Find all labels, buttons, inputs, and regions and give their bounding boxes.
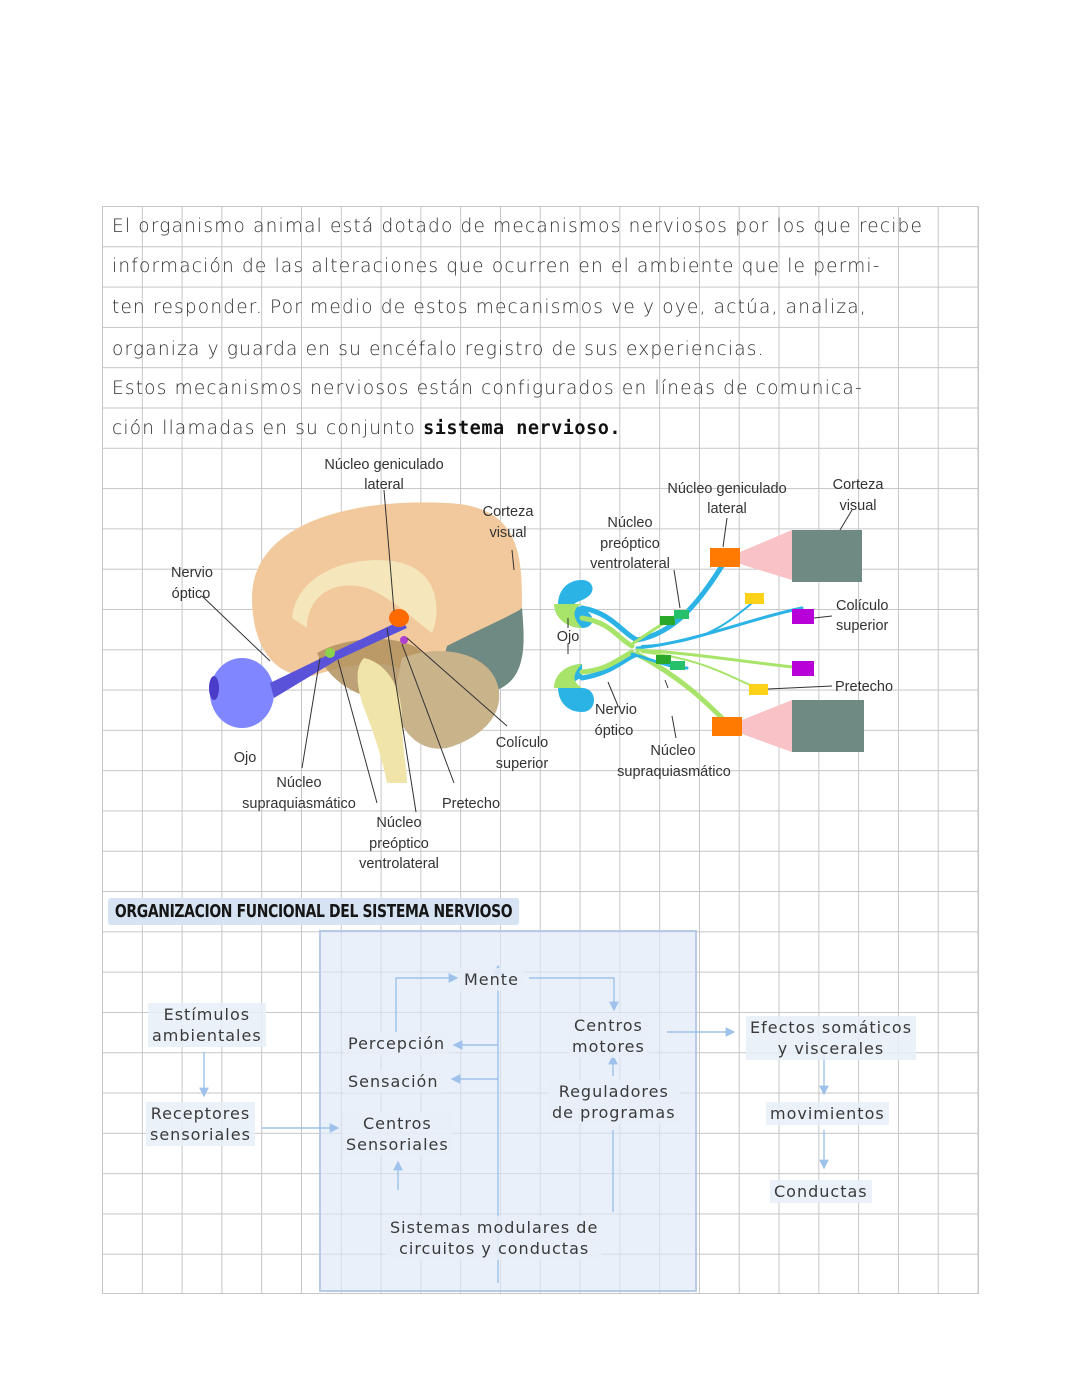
functional-organization-chart xyxy=(102,928,978,1293)
left-label-lgn-2: lateral xyxy=(364,477,404,493)
right-label-nerve-1: Nervio xyxy=(595,702,637,718)
intro-line-6 xyxy=(112,418,621,439)
left-label-vlpo-3: ventrolateral xyxy=(359,856,439,872)
visual-pathway-figure xyxy=(102,448,978,880)
left-scn-dot xyxy=(325,648,335,658)
left-label-cortex-1: Corteza xyxy=(482,504,534,520)
percepcion-node: Percepción xyxy=(344,1032,449,1055)
sistemas-line-1: Sistemas modulares de xyxy=(390,1218,599,1237)
left-label-vlpo-2: preóptico xyxy=(369,836,429,852)
efectos-line-2: y viscerales xyxy=(777,1039,885,1058)
upper-visual-cortex xyxy=(792,530,862,582)
lower-scn-a xyxy=(656,655,671,664)
estimulos-node xyxy=(148,1003,266,1047)
left-eye-lens xyxy=(209,676,219,700)
receptores-node xyxy=(146,1102,255,1146)
movimientos-node: movimientos xyxy=(766,1102,889,1125)
left-pretectum-dot xyxy=(400,636,408,644)
right-label-scn-2: supraquiasmático xyxy=(617,764,731,780)
receptores-line-1: Receptores xyxy=(150,1104,251,1123)
upper-pretectum xyxy=(745,593,764,604)
left-label-nerve-2: óptico xyxy=(171,586,211,602)
right-label-colliculus-2: superior xyxy=(836,618,889,634)
right-label-colliculus-1: Colículo xyxy=(836,598,889,614)
left-label-vlpo-1: Núcleo xyxy=(376,815,422,831)
right-label-vlpo-2: preóptico xyxy=(600,536,660,552)
intro-line-1: El organismo animal está dotado de mecanismos nerviosos por los que recibe xyxy=(112,216,924,237)
reguladores-line-1: Reguladores xyxy=(558,1082,669,1101)
centros-sensoriales-node xyxy=(342,1112,453,1156)
conductas-node: Conductas xyxy=(770,1180,872,1203)
lower-scn-b xyxy=(670,661,685,670)
left-label-lgn-1: Núcleo geniculado xyxy=(324,457,444,473)
efectos-line-1: Efectos somáticos xyxy=(750,1018,913,1037)
right-label-lgn-2: lateral xyxy=(707,501,747,517)
right-label-nerve-2: óptico xyxy=(594,723,634,739)
lower-visual-cortex xyxy=(792,700,864,752)
receptores-line-2: sensoriales xyxy=(150,1125,251,1144)
right-label-scn-1: Núcleo xyxy=(650,743,696,759)
intro-line-4: organiza y guarda en su encéfalo registro de sus experiencias. xyxy=(112,339,765,360)
intro-line-2: información de las alteraciones que ocurren en el ambiente que le permi- xyxy=(112,256,881,277)
right-lgn-upper xyxy=(710,548,740,567)
right-label-eye: Ojo xyxy=(556,629,580,645)
upper-colliculus xyxy=(792,609,814,624)
centros-motores-line-1: Centros xyxy=(574,1016,643,1035)
lower-pretectum xyxy=(749,684,768,695)
intro-line-3: ten responder. Por medio de estos mecanismos ve y oye, actúa, analiza, xyxy=(112,297,867,318)
sensacion-node: Sensación xyxy=(344,1070,442,1093)
upper-vlpo-a xyxy=(660,616,675,625)
right-label-pretectum: Pretecho xyxy=(835,679,894,695)
lower-colliculus xyxy=(792,661,814,676)
intro-line-5: Estos mecanismos nerviosos están configurados en líneas de comunica- xyxy=(112,378,863,399)
left-label-scn-1: Núcleo xyxy=(276,775,322,791)
efectos-node xyxy=(746,1016,916,1060)
centros-motores-line-2: motores xyxy=(572,1037,645,1056)
reguladores-line-2: de programas xyxy=(552,1103,676,1122)
left-label-scn-2: supraquiasmático xyxy=(242,796,356,812)
left-label-nerve-1: Nervio xyxy=(171,565,213,581)
upper-radiation xyxy=(740,530,792,580)
right-label-cortex-2: visual xyxy=(839,498,877,514)
centros-motores-node xyxy=(568,1014,649,1058)
left-lgn-dot xyxy=(389,609,409,627)
left-label-pretectum: Pretecho xyxy=(441,796,501,812)
right-label-cortex-1: Corteza xyxy=(832,477,884,493)
lower-radiation xyxy=(742,700,792,752)
left-label-colliculus-2: superior xyxy=(495,756,549,772)
centros-sensoriales-line-2: Sensoriales xyxy=(346,1135,449,1154)
centros-sensoriales-line-1: Centros xyxy=(362,1114,432,1133)
sistemas-node xyxy=(386,1216,602,1260)
mente-node: Mente xyxy=(460,968,523,991)
section-title: ORGANIZACION FUNCIONAL DEL SISTEMA NERVIOSO xyxy=(108,898,519,925)
intro-line-6-text: ción llamadas en su conjunto xyxy=(112,418,417,439)
right-label-vlpo-1: Núcleo xyxy=(607,515,653,531)
right-lgn-lower xyxy=(712,717,742,736)
sistemas-line-2: circuitos y conductas xyxy=(399,1239,590,1258)
right-label-vlpo-3: ventrolateral xyxy=(590,556,670,572)
left-label-colliculus-1: Colículo xyxy=(495,735,549,751)
right-label-lgn-1: Núcleo geniculado xyxy=(667,481,787,497)
left-eye-ball xyxy=(210,658,274,728)
reguladores-node xyxy=(548,1080,680,1124)
highlight-term: sistema nervioso. xyxy=(423,418,621,439)
estimulos-line-2: ambientales xyxy=(152,1026,262,1045)
left-label-cortex-2: visual xyxy=(489,525,527,541)
upper-vlpo-b xyxy=(674,610,689,619)
estimulos-line-1: Estímulos xyxy=(163,1005,251,1024)
left-label-eye: Ojo xyxy=(233,750,257,766)
